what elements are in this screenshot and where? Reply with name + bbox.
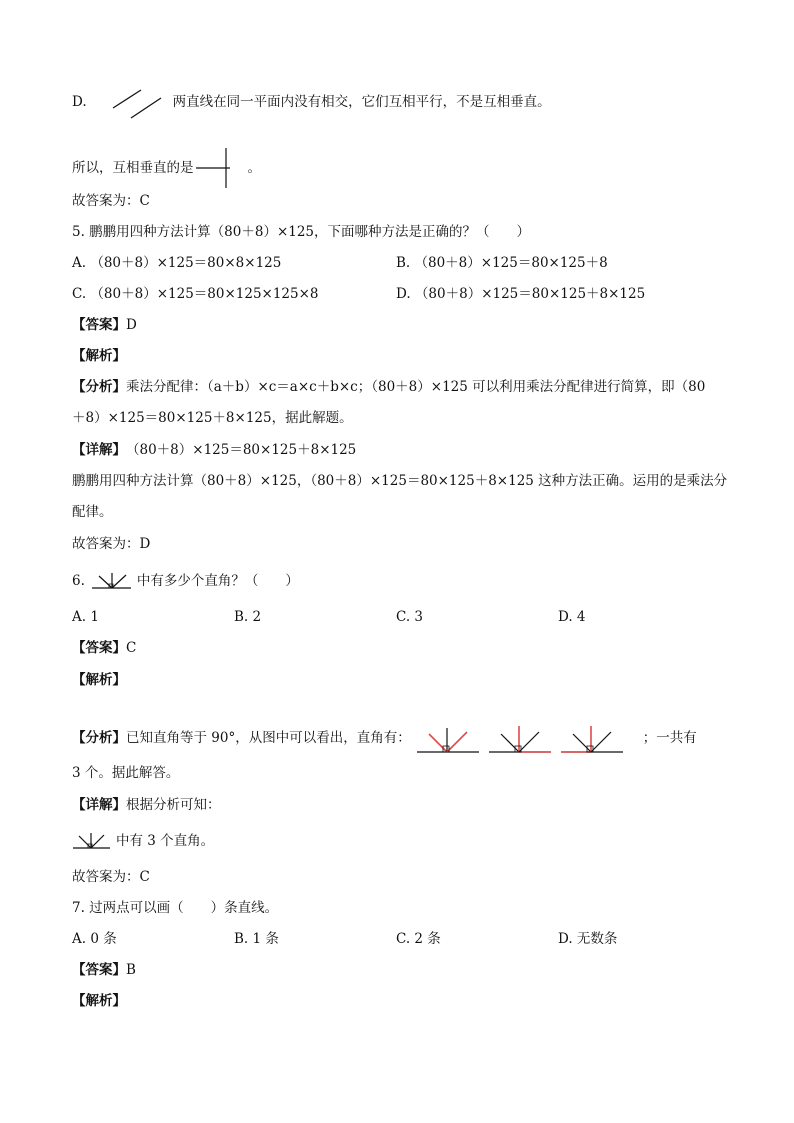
answer-tag: 【答案】 — [72, 640, 126, 656]
q7-answer-line — [72, 961, 136, 979]
q6-number: 6. — [72, 573, 85, 589]
q6-answer-line — [72, 639, 136, 657]
q6-fenxi-line-1 — [72, 718, 697, 758]
conclusion-text: 所以，互相垂直的是 — [72, 160, 194, 176]
highlighted-angle-figure-2 — [487, 718, 553, 758]
analysis-tag: 【解析】 — [72, 672, 126, 688]
q5-option-a[interactable]: A. （80＋8）×125＝80×8×125 — [72, 255, 282, 271]
answer-4: 故答案为：C — [72, 193, 150, 209]
question-7: 7. 过两点可以画（ ）条直线。 — [72, 900, 279, 916]
highlighted-angle-figure-1 — [415, 718, 481, 758]
q5-analysis-line — [72, 347, 126, 365]
q5-option-b[interactable]: B. （80＋8）×125＝80×125＋8 — [396, 255, 608, 271]
q5-xiangjie-line — [72, 441, 356, 459]
q6-option-c[interactable]: C. 3 — [396, 609, 424, 625]
q6-option-d[interactable]: D. 4 — [558, 609, 586, 625]
q5-fenxi-1: 乘法分配律：（a＋b）×c＝a×c＋b×c；（80＋8）×125 可以利用乘法分配律进行简算，即（80 — [126, 379, 706, 395]
answer-5: 故答案为：D — [72, 536, 151, 552]
q6-xiangjie-2 — [72, 830, 214, 852]
analysis-tag: 【解析】 — [72, 993, 126, 1009]
q6-fenxi-end: ；一共有 — [642, 730, 697, 746]
option-d-line — [72, 84, 551, 120]
q5-option-c[interactable]: C. （80＋8）×125＝80×125×125×8 — [72, 286, 319, 302]
q5-xiangjie-2-1: 鹏鹏用四种方法计算（80＋8）×125，（80＋8）×125＝80×125＋8×125 这种方法正确。运用的是乘法分 — [72, 473, 728, 489]
highlighted-angle-figure-3 — [559, 718, 625, 758]
angle-figure — [91, 570, 133, 592]
answer-6: 故答案为：C — [72, 869, 150, 885]
option-d-prefix: D. — [72, 94, 87, 110]
xiangjie-tag: 【详解】 — [72, 797, 126, 813]
q5-answer: D — [126, 317, 137, 333]
q6-xiangjie-line — [72, 796, 221, 814]
answer-tag: 【答案】 — [72, 962, 126, 978]
conclusion-end: 。 — [247, 160, 261, 176]
q5-fenxi-line-1 — [72, 378, 705, 396]
q6-fenxi-2: 3 个。据此解答。 — [72, 765, 180, 781]
fenxi-tag: 【分析】 — [72, 730, 126, 746]
q7-option-a[interactable]: A. 0 条 — [72, 931, 117, 947]
question-5: 5. 鹏鹏用四种方法计算（80＋8）×125，下面哪种方法是正确的？（ ） — [72, 224, 531, 240]
angle-figure — [72, 830, 112, 852]
q5-option-d[interactable]: D. （80＋8）×125＝80×125＋8×125 — [396, 286, 646, 302]
q7-option-d[interactable]: D. 无数条 — [558, 931, 618, 947]
q7-answer: B — [126, 962, 136, 978]
conclusion-line — [72, 146, 261, 190]
q5-xiangjie: （80＋8）×125＝80×125＋8×125 — [126, 442, 357, 458]
q7-option-c[interactable]: C. 2 条 — [396, 931, 441, 947]
xiangjie-tag: 【详解】 — [72, 442, 126, 458]
q6-option-b[interactable]: B. 2 — [234, 609, 262, 625]
question-6 — [72, 570, 299, 592]
q5-fenxi-2: ＋8）×125＝80×125＋8×125，据此解题。 — [72, 410, 353, 426]
q6-analysis-line — [72, 671, 126, 689]
analysis-tag: 【解析】 — [72, 348, 126, 364]
parallel-lines-figure — [105, 84, 169, 120]
q5-xiangjie-2-2: 配律。 — [72, 504, 113, 520]
q7-option-b[interactable]: B. 1 条 — [234, 931, 279, 947]
option-d-text: 两直线在同一平面内没有相交，它们互相平行，不是互相垂直。 — [172, 94, 551, 110]
answer-tag: 【答案】 — [72, 317, 126, 333]
q6-xiangjie: 根据分析可知： — [126, 797, 221, 813]
q7-analysis-line — [72, 992, 126, 1010]
perpendicular-figure — [196, 146, 244, 190]
q6-option-a[interactable]: A. 1 — [72, 609, 99, 625]
q5-answer-line — [72, 316, 137, 334]
q6-text: 中有多少个直角？（ ） — [136, 573, 299, 589]
fenxi-tag: 【分析】 — [72, 379, 126, 395]
q6-fenxi-1: 已知直角等于 90°，从图中可以看出，直角有： — [126, 730, 411, 746]
q6-xiangjie-2-text: 中有 3 个直角。 — [116, 833, 215, 849]
q6-answer: C — [126, 640, 137, 656]
